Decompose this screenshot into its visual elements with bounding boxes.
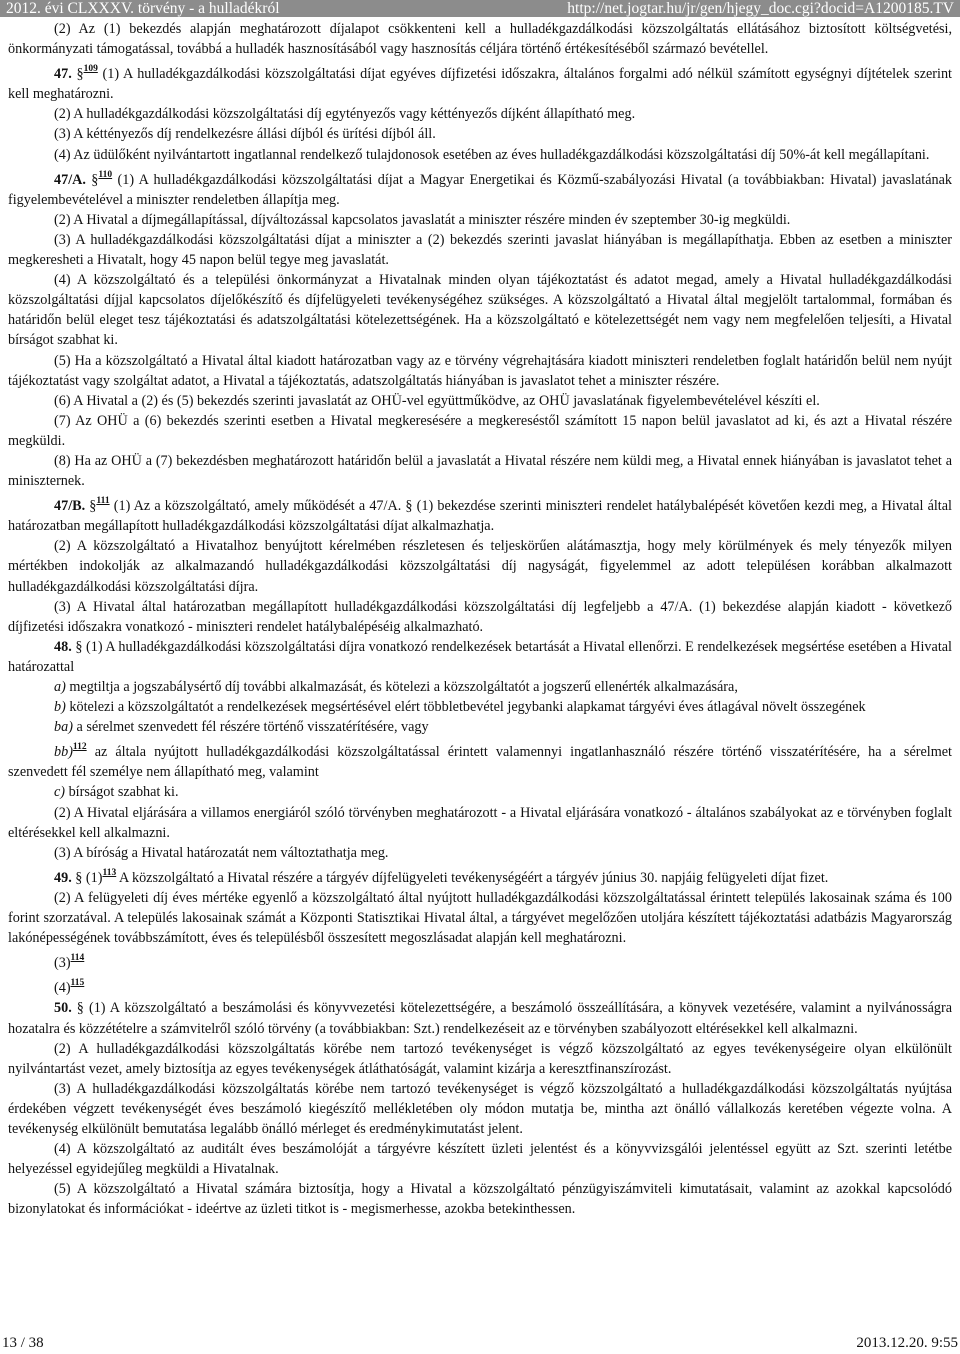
point-label: bb) bbox=[54, 744, 73, 761]
paragraph: (7) Az OHÜ a (6) bekezdés szerinti esetben a Hivatal megkeresésére a megkereséstől számított 15 napon belül javaslatot ad ki, és azt a Hivatal részére megküldi. bbox=[8, 412, 952, 449]
paragraph: a) megtiltja a jogszabálysértő díj további alkalmazását, és kötelezi a közszolgáltatót a jogszerű ellenérték alkalmazására, bbox=[54, 679, 738, 695]
paragraph: (5) A közszolgáltató a Hivatal számára biztosítja, hogy a Hivatal a közszolgáltató pénzügyiszámviteli kimutatásait, valamint az azokkal kapcsolódó bizonylatokat és információkat - ideértve az üzleti titkot is - megismerhesse, azokba betekinthessen. bbox=[8, 1181, 952, 1218]
paragraph: (2) A hulladékgazdálkodási közszolgáltatási díj egytényezős vagy kéttényezős díjként állapítható meg. bbox=[54, 106, 636, 123]
paragraph: ba) a sérelmet szenvedett fél részére történő visszatérítésére, vagy bbox=[54, 719, 429, 736]
point-label: ba) bbox=[54, 719, 73, 736]
paragraph: (3) A Hivatal által határozatban megállapított hulladékgazdálkodási közszolgáltatási díj legfeljebb a 47/A. (1) bekezdése alapján kiadott - következő díjfizetési időszakra vonatkozó - miniszteri rendelet hatálybalépéséig alkalmazható. bbox=[8, 598, 952, 635]
footnote-link[interactable]: 110 bbox=[98, 169, 113, 180]
paragraph: 47/B. §$^{111}$ (1) Az a közszolgáltató, amely működését a 47/A. § (1) bekezdése szerinti miniszteri rendelet hatálybalépését követően kezdi meg, a Hivatal által határozatban megállapított hulladékgazdálkodási közszolgáltatási díjat alkalmazhatja. bbox=[8, 496, 952, 535]
paragraph: (5) Ha a közszolgáltató a Hivatal által kiadott határozatban vagy az e törvény végrehajtására kiadott miniszteri rendeletben foglalt határidőn belül nem nyújt tájékoztatást vagy szolgáltat adatot, a Hivatal a tájékoztatás, adatszolgáltatás hiányában is javaslatot tehet a miniszter részére. bbox=[8, 352, 952, 389]
section-number: 47/A. bbox=[54, 171, 86, 188]
paragraph: 50. § (1) A közszolgáltató a beszámolási és könyvvezetési kötelezettségére, a beszámoló összeállítására, a könyvek vezetésére, valamint a nyilvánosságra hozatalra és közzétételre a számvitelről szóló törvény (a továbbiakban: Szt.) rendelkezéseit az e törvényben szabályozott eltérésekkel kell alkalmazni. bbox=[8, 1000, 953, 1037]
paragraph: bb)$^{112}$ az általa nyújtott hulladékgazdálkodási közszolgáltatással érintett valamennyi ingatlanhasználó részére történő visszatérítésére, ha a sérelmet szenvedett fél személye nem állapítható meg, valamint bbox=[8, 742, 952, 781]
paragraph: 48. § (1) A hulladékgazdálkodási közszolgáltatási díjra vonatkozó rendelkezések betartását a Hivatal ellenőrzi. E rendelkezések megsértése esetében a Hivatal határozattal bbox=[8, 638, 953, 675]
point-label: c) bbox=[54, 784, 66, 801]
paragraph: (4) A közszolgáltató az auditált éves beszámolóját a tárgyévre készített üzleti jelentést és a könyvvizsgálói jelentéssel együtt az Szt. szerinti letétbe helyezéssel egyidejűleg megküldi a Hivatalnak. bbox=[8, 1141, 952, 1178]
footnote-link[interactable]: 111 bbox=[96, 496, 110, 507]
paragraph: 49. § $(1)^{113}$ A közszolgáltató a Hivatal részére a tárgyév díjfelügyeleti tevékenységéért a tárgyév június 30. napjáig felügyeleti díjat fizet. bbox=[54, 867, 829, 886]
paragraph: (3) A bíróság a Hivatal határozatát nem változtathatja meg. bbox=[54, 844, 389, 861]
paragraph: $(4)^{115}$ bbox=[54, 978, 85, 997]
section-number: 47. bbox=[54, 66, 72, 83]
paragraph: 47. §$^{109}$ (1) A hulladékgazdálkodási közszolgáltatási díjat egyéves díjfizetési időszakra, általános forgalmi adó nélkül számított egységnyi díjtételek szerint kell meghatározni. bbox=[8, 64, 952, 103]
section-number: 49. bbox=[54, 869, 72, 886]
footnote-link[interactable]: 115 bbox=[70, 978, 85, 989]
paragraph: (4) A közszolgáltató és a települési önkormányzat a Hivatalnak minden olyan tájékoztatást és adatot megad, amely a Hivatal hulladékgazdálkodási közszolgáltatási díjjal kapcsolatos díjelőkészítő és díjfelügyeleti tevékenységéhez szükséges. A közszolgáltató a Hivatal által megjelölt tartalommal, formában és határidőn belül eleget tesz tájékoztatási és adatszolgáltatási kötelezettségének. Ha a közszolgáltató e kötelezettségét nem vagy nem megfelelően teljesíti, a Hivatal bírságot szabhat ki. bbox=[8, 272, 952, 349]
section-number: 47/B. bbox=[54, 498, 86, 515]
footnote-link[interactable]: 113 bbox=[102, 867, 117, 878]
page-footer bbox=[0, 1332, 960, 1354]
section-number: 48. bbox=[54, 638, 72, 655]
paragraph: (2) A közszolgáltató a Hivatalhoz benyújtott kérelmében részletesen és teljeskörűen alátámasztja, hogy mely körülmények és mely tényezők milyen mértékben indokolják az alkalmazandó hulladékgazdálkodási közszolgáltatási díj nagyságát, figyelemmel az adott településen korábban alkalmazott hulladékgazdálkodási közszolgáltatási díjra. bbox=[8, 538, 952, 595]
footnote-link[interactable]: 114 bbox=[70, 953, 85, 964]
paragraph: b) kötelezi a közszolgáltatót a rendelkezések megsértésével elért többletbevétel jegybanki alapkamat tárgyévi éves átlagával növelt összegének bbox=[54, 699, 866, 716]
print-datetime: 2013.12.20. 9:55 bbox=[856, 1335, 958, 1351]
page-number: 13 / 38 bbox=[2, 1335, 44, 1351]
footnote-link[interactable]: 112 bbox=[72, 742, 87, 753]
paragraph: (2) A hulladékgazdálkodási közszolgáltatás körébe nem tartozó tevékenységet is végző közszolgáltató az egyes tevékenységeire olyan elkülönült nyilvántartást vezet, amely biztosítja az egyes tevékenységek átláthatóságát, valamint kizárja a keresztfinanszírozást. bbox=[8, 1040, 952, 1077]
paragraph: (4) Az üdülőként nyilvántartott ingatlannal rendelkező tulajdonosok esetében az éves hulladékgazdálkodási közszolgáltatási díj 50%-át kell megállapítani. bbox=[54, 146, 930, 163]
paragraph: (2) A Hivatal a díjmegállapítással, díjváltozással kapcsolatos javaslatát a miniszter részére minden év szeptember 30-ig megküldi. bbox=[54, 211, 791, 228]
document-title: 2012. évi CLXXXV. törvény - a hulladékról bbox=[6, 0, 280, 17]
paragraph: (2) A felügyeleti díj éves mértéke egyenlő a közszolgáltató által nyújtott hulladékgazdálkodási közszolgáltatással érintett település lakosainak száma és 100 forint szorzatával. A település lakosainak számát a Központi Statisztikai Hivatal által, a tárgyévet megelőzően utoljára készített tájékoztatási adatbázis Magyarország lakónépességének továbbszámított, éves és településből összesített megoszlásadat alapján kell meghatározni. bbox=[8, 889, 952, 947]
paragraph: 47/A. §$^{110}$ (1) A hulladékgazdálkodási közszolgáltatási díjat a Magyar Energetikai és Közmű-szabályozási Hivatal (a továbbiakban: Hivatal) javaslatának figyelembevételével a miniszter rendeletben állapítja meg. bbox=[8, 169, 953, 208]
document-url[interactable]: http://net.jogtar.hu/jr/gen/hjegy_doc.cgi?docid=A1200185.TV bbox=[567, 0, 954, 17]
section-number: 50. bbox=[54, 1000, 72, 1017]
paragraph: (2) A Hivatal eljárására a villamos energiáról szóló törvényben meghatározott - a Hivatal eljárására vonatkozó - általános szabályokat az e törvényben foglalt eltérésekkel kell alkalmazni. bbox=[8, 804, 952, 841]
paragraph: $(3)^{114}$ bbox=[54, 953, 85, 972]
point-label: a) bbox=[54, 679, 66, 695]
point-label: b) bbox=[54, 699, 66, 716]
footnote-link[interactable]: 109 bbox=[83, 64, 98, 75]
paragraph: (3) A kéttényezős díj rendelkezésre állási díjból és ürítési díjból áll. bbox=[54, 126, 436, 143]
document-body bbox=[8, 19, 952, 1219]
paragraph: (2) Az (1) bekezdés alapján meghatározott díjalapot csökkenteni kell a hulladékgazdálkodási közszolgáltatás ellátásához biztosított költségvetési, önkormányzati támogatással, továbbá a hulladék hasznosításából vagy hasznosítás céljára történő értékesítéséből származó bevétellel. bbox=[8, 21, 952, 58]
paragraph: (8) Ha az OHÜ a (7) bekezdésben meghatározott határidőn belül a javaslatát a Hivatal részére nem küldi meg, a Hivatal ennek hiányában is javaslatot tehet a miniszternek. bbox=[8, 452, 952, 490]
paragraph: (3) A hulladékgazdálkodási közszolgáltatás körébe nem tartozó tevékenységet is végző közszolgáltató a hulladékgazdálkodási közszolgáltatás nyújtása érdekében végzett tevékenységét éves beszámoló kiegészítő mellékletében oly módon mutatja be, mintha azt önálló vállalkozás keretében végezte volna. A tevékenység elkülönült bemutatása legalább önálló mérleget és eredménykimutatást jelent. bbox=[8, 1080, 952, 1137]
paragraph: c) bírságot szabhat ki. bbox=[54, 784, 179, 801]
paragraph: (6) A Hivatal a (2) és (5) bekezdés szerinti javaslatát az OHÜ-vel együttműködve, az OHÜ javaslatának figyelembevételével készíti el. bbox=[54, 392, 820, 409]
page-header bbox=[0, 0, 960, 17]
paragraph: (3) A hulladékgazdálkodási közszolgáltatási díjat a miniszter a (2) bekezdés szerinti javaslat hiányában is megállapíthatja. Ebben az esetben a miniszter megkeresheti a Hivatalt, hogy 45 napon belül tegye meg javaslatát. bbox=[8, 231, 952, 269]
